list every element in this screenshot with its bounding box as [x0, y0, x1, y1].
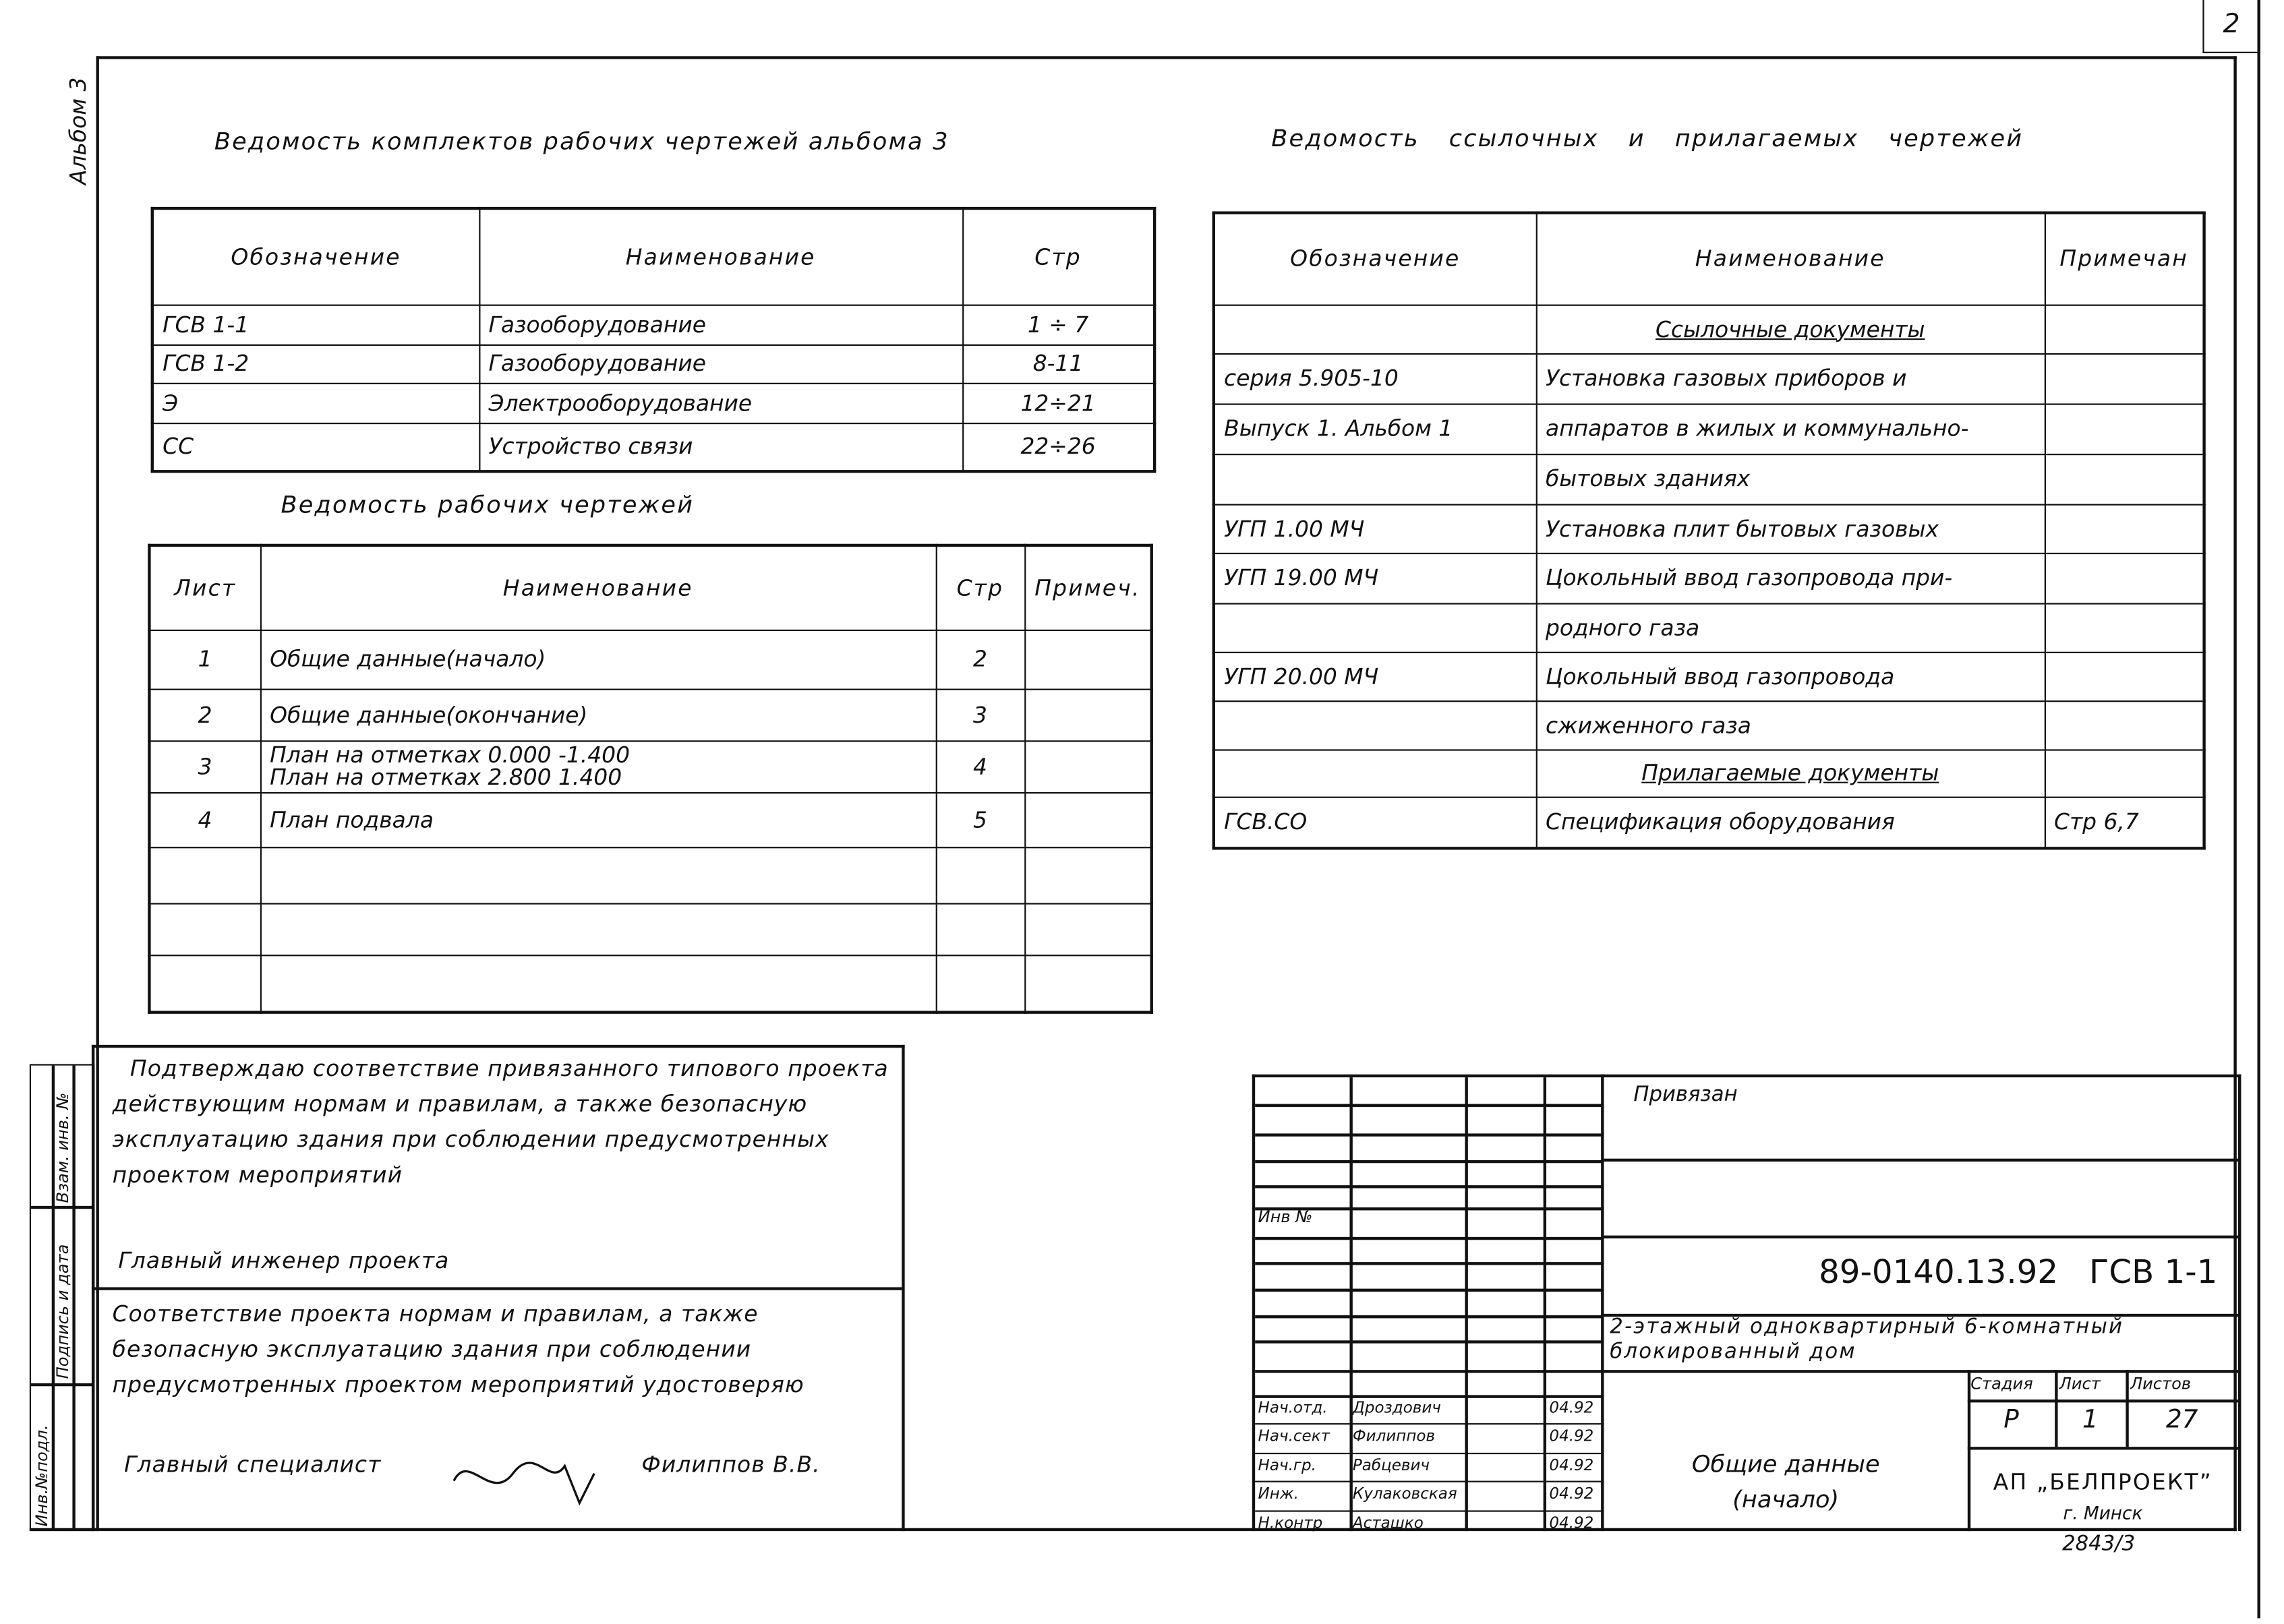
table-cell: 1 ÷ 7 — [962, 305, 1154, 344]
table-cell: ГСВ 1-1 — [152, 305, 479, 344]
table-cell: ГСВ.СО — [1214, 797, 1536, 849]
table-cell — [260, 847, 936, 903]
grid-line — [1255, 1133, 1604, 1135]
table-cell — [1024, 792, 1152, 847]
table-cell — [1214, 305, 1536, 353]
table-cell: ГСВ 1-2 — [152, 344, 479, 383]
table-cell: Цокольный ввод газопровода при- — [1536, 553, 2045, 603]
column-header: Наименование — [479, 208, 962, 304]
table-cell: План подвала — [260, 792, 936, 847]
table-cell: УГП 20.00 МЧ — [1214, 652, 1536, 700]
sets-table — [151, 207, 1156, 473]
grid-line — [1255, 1185, 1604, 1187]
table-cell: УГП 19.00 МЧ — [1214, 553, 1536, 603]
confirm-signer-1: Главный инженер проекта — [118, 1247, 450, 1274]
table-cell: Газооборудование — [479, 344, 962, 383]
project-name: 2-этажный одноквартирный 6-комнатный блокированный дом — [1610, 1315, 2124, 1364]
table-cell — [149, 955, 260, 1012]
grid-line — [1255, 1237, 1604, 1239]
table-cell — [2045, 553, 2204, 603]
table-cell — [936, 847, 1025, 903]
staff-row — [1255, 1424, 1604, 1453]
table-cell — [1024, 955, 1152, 1012]
staff-name: Рабцевич — [1352, 1457, 1430, 1475]
staff-role: Нач.сект — [1258, 1428, 1330, 1446]
sheets-value: 27 — [2165, 1405, 2198, 1435]
table-cell — [1024, 740, 1152, 792]
confirm-block — [92, 1045, 905, 1531]
grid-line — [1255, 1315, 1604, 1317]
table-cell — [2045, 353, 2204, 404]
table-cell: 22÷26 — [962, 423, 1154, 471]
grid-line — [1255, 1289, 1604, 1291]
table-cell: аппаратов в жилых и коммунально- — [1536, 403, 2045, 454]
table-cell: Установка газовых приборов и — [1536, 353, 2045, 404]
city: г. Минск — [2063, 1503, 2143, 1524]
table-row — [152, 383, 1154, 423]
table-cell: 4 — [936, 740, 1025, 792]
staff-date: 04.92 — [1549, 1485, 1594, 1503]
table-row — [152, 344, 1154, 383]
table-cell: Ссылочные документы — [1536, 305, 2045, 353]
table-row — [149, 792, 1151, 847]
table-cell: Э — [152, 383, 479, 423]
table-cell: 2 — [936, 630, 1025, 689]
table-cell: Общие данные(начало) — [260, 630, 936, 689]
staff-role: Н.контр — [1258, 1514, 1323, 1532]
grid-line — [1255, 1104, 1604, 1106]
sheet-title: Общие данные (начало) — [1691, 1449, 1880, 1513]
title-block — [1601, 1075, 2241, 1531]
table-row — [149, 740, 1151, 792]
table-cell — [2045, 749, 2204, 796]
table-cell — [1024, 689, 1152, 741]
table-row — [1214, 603, 2204, 651]
sheets-header: Листов — [2130, 1374, 2192, 1394]
table-cell: бытовых зданиях — [1536, 454, 2045, 504]
table-row — [149, 955, 1151, 1012]
confirm-signer-2: Главный специалист — [124, 1451, 382, 1478]
table-row — [1214, 504, 2204, 553]
staff-role: Инж. — [1258, 1485, 1299, 1503]
album-label: Альбом 3 — [65, 77, 92, 185]
table-cell: Электрооборудование — [479, 383, 962, 423]
column-header: Наименование — [1536, 213, 2045, 305]
table-row — [1214, 652, 2204, 700]
signature — [446, 1444, 609, 1518]
column-header: Лист — [149, 545, 260, 630]
table-row — [1214, 553, 2204, 603]
attached-label: Привязан — [1633, 1083, 1738, 1107]
table-row — [149, 847, 1151, 903]
table-cell: 3 — [149, 740, 260, 792]
table-cell: Общие данные(окончание) — [260, 689, 936, 741]
table-cell — [2045, 652, 2204, 700]
sheet-edge — [2257, 0, 2259, 1618]
table-row — [1214, 700, 2204, 749]
staff-row — [1255, 1395, 1604, 1424]
table-cell — [149, 903, 260, 955]
table-row — [1214, 797, 2204, 849]
table-cell: 3 — [936, 689, 1025, 741]
table-cell: Прилагаемые документы — [1536, 749, 2045, 796]
table-cell — [2045, 603, 2204, 651]
table-header-row — [149, 545, 1151, 630]
table-cell: Устройство связи — [479, 423, 962, 471]
sets-table-title: Ведомость комплектов рабочих чертежей альбома 3 — [214, 127, 949, 156]
table-cell: Установка плит бытовых газовых — [1536, 504, 2045, 553]
table-row — [149, 630, 1151, 689]
table-cell: 8-11 — [962, 344, 1154, 383]
staff-role: Нач.отд. — [1258, 1400, 1328, 1418]
document-code: 89-0140.13.92 ГСВ 1-1 — [1819, 1255, 2218, 1292]
table-cell — [149, 847, 260, 903]
table-row — [1214, 454, 2204, 504]
table-cell: СС — [152, 423, 479, 471]
column-header: Стр — [936, 545, 1025, 630]
table-cell — [2045, 504, 2204, 553]
table-cell: 2 — [149, 689, 260, 741]
column-header: Примеч. — [1024, 545, 1152, 630]
grid-line — [1255, 1160, 1604, 1162]
confirm-text-2: Соответствие проекта нормам и правилам, а также безопасную эксплуатацию здания при соблюдении предусмотренных проектом мероприятий удостоверяю — [112, 1300, 804, 1398]
table-header-row — [152, 208, 1154, 304]
table-row — [152, 305, 1154, 344]
organization: АП „БЕЛПРОЕКТ” — [1993, 1469, 2213, 1496]
table-cell: План на отметках 0.000 -1.400 План на отметках 2.800 1.400 — [260, 740, 936, 792]
inv-label: Инв № — [1258, 1207, 1313, 1227]
column-header: Наименование — [260, 545, 936, 630]
table-cell: 4 — [149, 792, 260, 847]
column-header: Обозначение — [152, 208, 479, 304]
table-cell — [1024, 903, 1152, 955]
table-row — [1214, 403, 2204, 454]
stage-header: Стадия — [1970, 1374, 2033, 1394]
table-cell — [1024, 847, 1152, 903]
staff-name: Кулаковская — [1352, 1485, 1457, 1503]
table-cell: 5 — [936, 792, 1025, 847]
side-label-inv: Инв.№подл. — [32, 1424, 52, 1527]
table-cell: Стр 6,7 — [2045, 797, 2204, 849]
staff-name: Филиппов — [1352, 1428, 1436, 1446]
table-cell — [1024, 630, 1152, 689]
table-header-row — [1214, 213, 2204, 305]
table-row — [152, 423, 1154, 471]
table-cell — [1214, 603, 1536, 651]
sheet-header: Лист — [2059, 1374, 2101, 1394]
table-cell: Цокольный ввод газопровода — [1536, 652, 2045, 700]
table-cell: УГП 1.00 МЧ — [1214, 504, 1536, 553]
staff-name: Асташко — [1352, 1514, 1424, 1532]
table-cell: 1 — [149, 630, 260, 689]
table-cell — [2045, 305, 2204, 353]
table-cell — [936, 955, 1025, 1012]
table-cell — [1214, 700, 1536, 749]
archive-number: 2843/3 — [2062, 1532, 2136, 1557]
table-cell: Выпуск 1. Альбом 1 — [1214, 403, 1536, 454]
column-header: Примечан — [2045, 213, 2204, 305]
side-stamp — [30, 1064, 94, 1531]
staff-role: Нач.гр. — [1258, 1457, 1316, 1475]
side-label-replace: Взам. инв. № — [53, 1092, 73, 1203]
table-cell — [2045, 403, 2204, 454]
table-cell — [1214, 454, 1536, 504]
staff-date: 04.92 — [1549, 1428, 1594, 1446]
table-row — [1214, 353, 2204, 404]
references-table-title: Ведомость ссылочных и прилагаемых чертежей — [1271, 124, 2024, 152]
stage-value: Р — [2003, 1405, 2019, 1435]
table-cell — [1214, 749, 1536, 796]
staff-row — [1255, 1481, 1604, 1510]
table-cell — [2045, 700, 2204, 749]
drawings-table — [148, 544, 1153, 1014]
table-cell — [936, 903, 1025, 955]
table-row — [149, 903, 1151, 955]
confirm-signer-2-name: Филиппов В.В. — [641, 1451, 821, 1478]
references-table — [1212, 211, 2206, 849]
table-cell — [260, 903, 936, 955]
grid-line — [1255, 1370, 1604, 1372]
staff-date: 04.92 — [1549, 1457, 1594, 1475]
grid-line — [1255, 1262, 1604, 1264]
table-cell — [2045, 454, 2204, 504]
staff-date: 04.92 — [1549, 1514, 1594, 1532]
frame-top — [96, 56, 2236, 59]
table-row — [1214, 749, 2204, 796]
confirm-text-1: Подтверждаю соответствие привязанного типового проекта действующим нормам и правилам, а также безопасную эксплуатацию здания при соблюдении предусмотренных проектом мероприятий — [112, 1055, 889, 1189]
staff-date: 04.92 — [1549, 1400, 1594, 1418]
page-number: 2 — [2202, 0, 2260, 53]
table-cell: родного газа — [1536, 603, 2045, 651]
side-label-sign: Подпись и дата — [53, 1244, 73, 1379]
table-cell: серия 5.905-10 — [1214, 353, 1536, 404]
table-row — [149, 689, 1151, 741]
table-cell: сжиженного газа — [1536, 700, 2045, 749]
table-row — [1214, 305, 2204, 353]
drawings-table-title: Ведомость рабочих чертежей — [281, 490, 695, 519]
column-header: Обозначение — [1214, 213, 1536, 305]
table-cell: Газооборудование — [479, 305, 962, 344]
grid-line — [1255, 1340, 1604, 1342]
staff-name: Дроздович — [1352, 1400, 1441, 1418]
table-cell: 12÷21 — [962, 383, 1154, 423]
sheet-value: 1 — [2082, 1405, 2099, 1435]
table-cell — [260, 955, 936, 1012]
staff-row — [1255, 1452, 1604, 1481]
column-header: Стр — [962, 208, 1154, 304]
approval-grid — [1252, 1075, 1604, 1531]
table-cell: Спецификация оборудования — [1536, 797, 2045, 849]
staff-row — [1255, 1509, 1604, 1538]
